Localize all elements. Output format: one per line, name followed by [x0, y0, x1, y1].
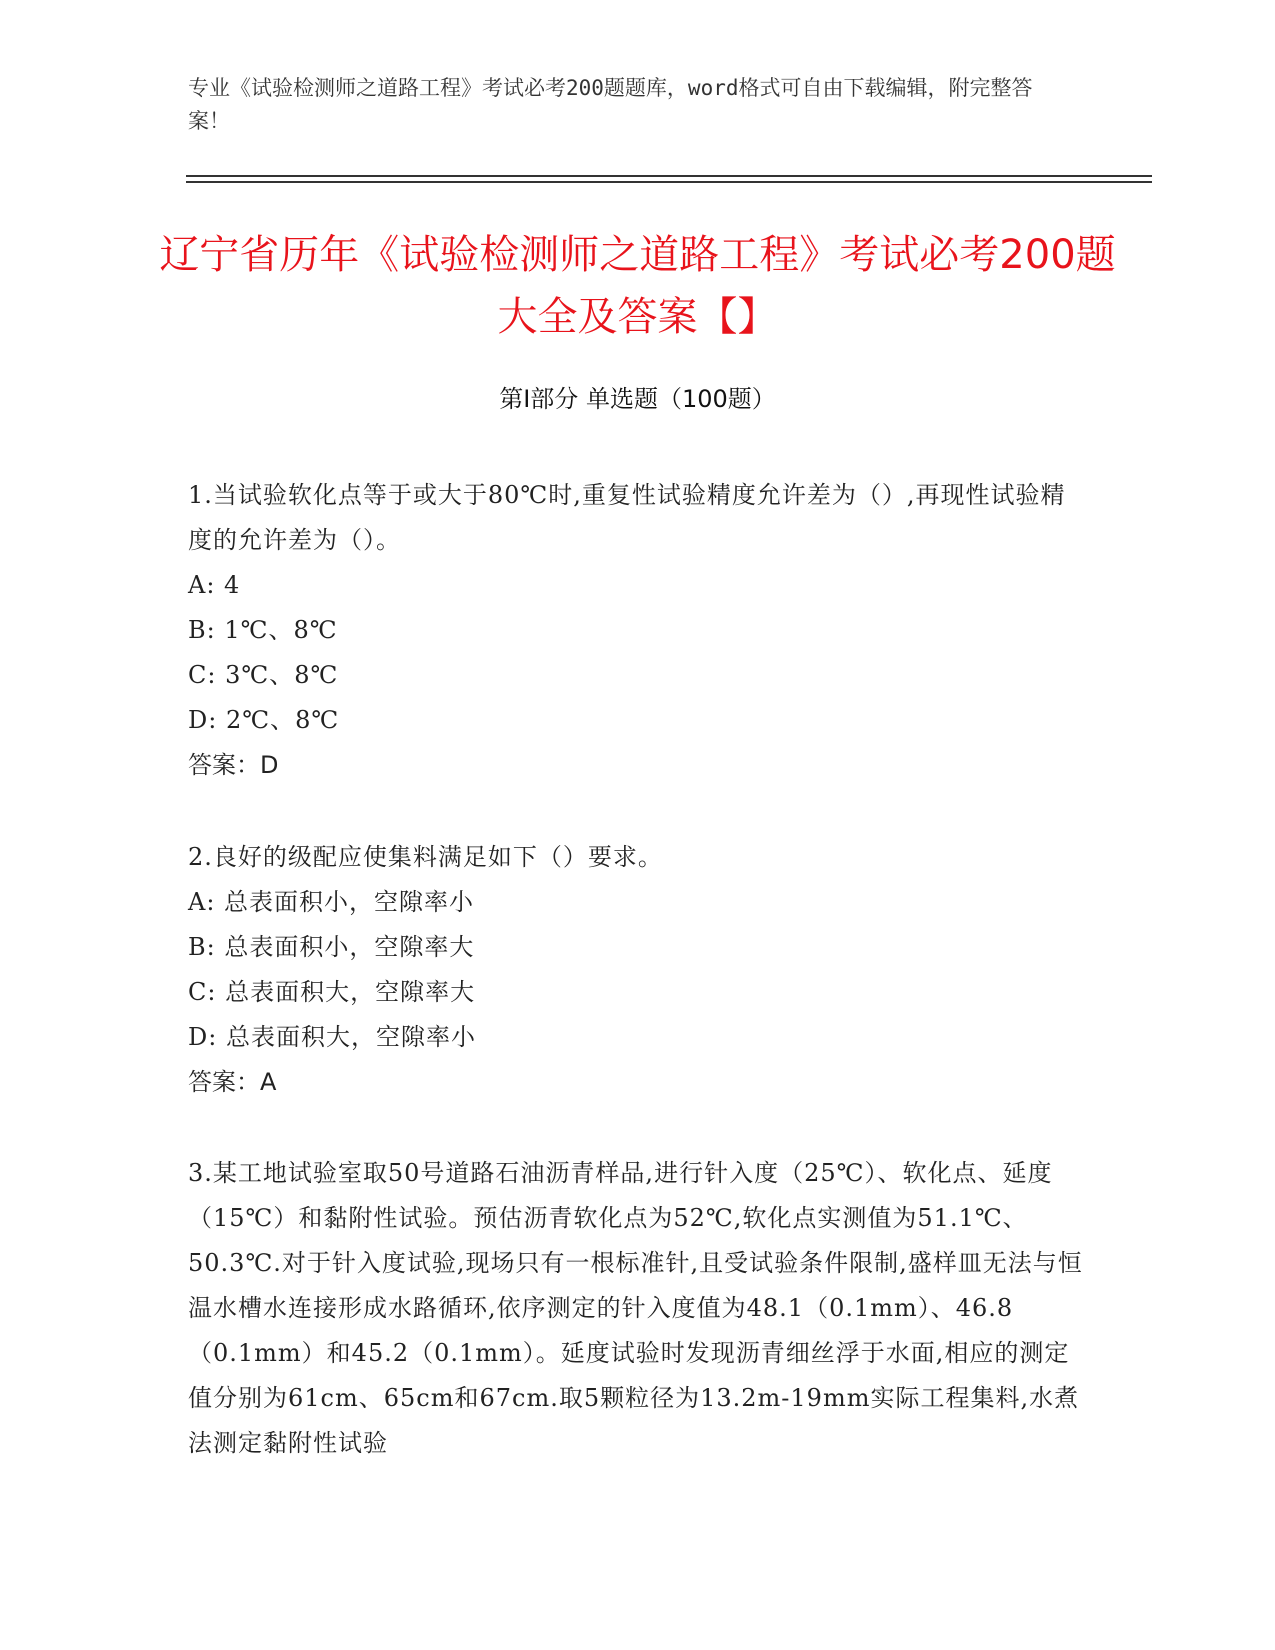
option-c: C: 总表面积大，空隙率大	[188, 978, 476, 1006]
answer: 答案：A	[188, 1068, 277, 1096]
section-title: 第I部分 单选题（100题）	[499, 385, 776, 413]
option-d: D: 总表面积大，空隙率小	[188, 1023, 476, 1051]
option-c: C: 3℃、8℃	[188, 661, 339, 689]
option-d: D: 2℃、8℃	[188, 706, 340, 734]
answer: 答案：D	[188, 751, 279, 779]
question-stem: 3.某工地试验室取50号道路石油沥青样品,进行针入度（25℃）、软化点、延度（15℃）和黏附性试验。预估沥青软化点为52℃,软化点实测值为51.1℃、50.3℃.对于针入度试验,现场只有一根标准针,且受试验条件限制,盛样皿无法与恒温水槽水连接形成水路循环,依序测定的针入度值为48.1（0.1mm）、46.8（0.1mm）和45.2（0.1mm）。延度试验时发现沥青细丝浮于水面,相应的测定值分别为61cm、65cm和67cm.取5颗粒径为13.2m-19mm实际工程集料,水煮法测定黏附性试验	[188, 1159, 1083, 1457]
option-b: B: 1℃、8℃	[188, 616, 338, 644]
question-stem: 2.良好的级配应使集料满足如下（）要求。	[188, 843, 663, 871]
option-b: B: 总表面积小，空隙率大	[188, 933, 475, 961]
question-1	[188, 473, 1088, 788]
document-title: 辽宁省历年《试验检测师之道路工程》考试必考200题大全及答案【】	[159, 232, 1116, 340]
header-rule-bottom	[186, 181, 1152, 183]
option-a: A: 4	[188, 571, 241, 599]
option-a: A: 总表面积小，空隙率小	[188, 888, 475, 916]
question-stem: 1.当试验软化点等于或大于80℃时,重复性试验精度允许差为（）,再现性试验精度的允许差为（）。	[188, 481, 1066, 554]
question-2	[188, 835, 1088, 1105]
header-rule-top	[186, 175, 1152, 177]
question-3	[188, 1151, 1088, 1466]
header-note: 专业《试验检测师之道路工程》考试必考200题题库，word格式可自由下载编辑，附完整答案！	[188, 76, 1033, 133]
